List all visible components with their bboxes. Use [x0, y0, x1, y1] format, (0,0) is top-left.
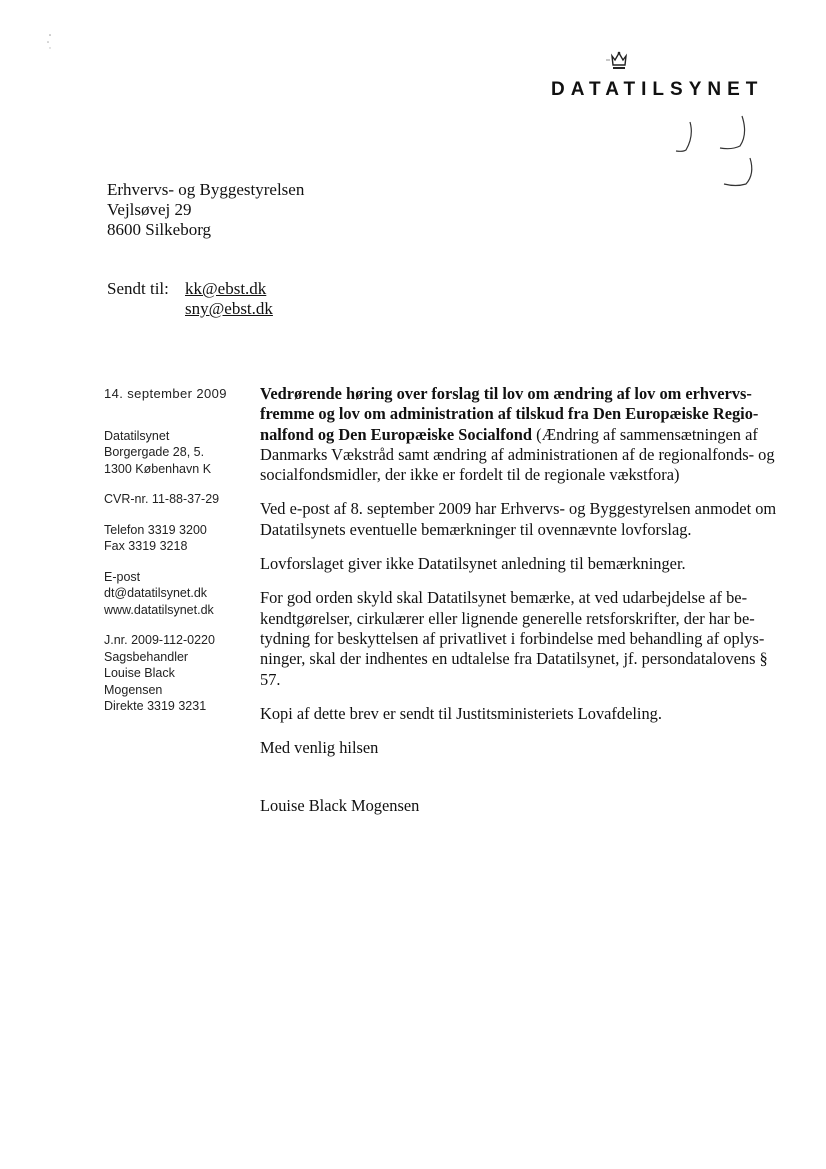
recipient-line: 8600 Silkeborg: [107, 220, 212, 239]
case-block: [104, 632, 254, 715]
phone-block: [104, 522, 254, 555]
crown-icon: [606, 50, 632, 72]
address-line: Borgergade 28, 5.: [104, 445, 205, 459]
scan-mark: [44, 30, 54, 54]
paragraph: Kopi af dette brev er sendt til Justitsministeriets Lovafdeling.: [260, 703, 662, 723]
sender-website[interactable]: www.datatilsynet.dk: [104, 602, 214, 617]
email-label: E-post: [104, 569, 141, 584]
address-line: 1300 København K: [104, 461, 212, 476]
sent-to-emails: [185, 279, 273, 319]
recipient-address: [107, 180, 304, 240]
recipient-line: Vejlsøvej 29: [107, 200, 192, 219]
email-link[interactable]: sny@ebst.dk: [185, 299, 273, 318]
case-handler-name: Mogensen: [104, 682, 163, 697]
sender-email[interactable]: dt@datatilsynet.dk: [104, 586, 208, 600]
subject-rest: (Ændring af sammensætningen af Danmarks Vækstråd samt ændring af administrationen af de regionalfonds- og socialfondsmidler, der ikke er fordelt til de regionale vækstfora): [260, 424, 775, 485]
logo-wordmark: DATATILSYNET: [551, 79, 764, 100]
signature: Louise Black Mogensen: [260, 796, 420, 816]
direct-phone: Direkte 3319 3231: [104, 699, 207, 713]
email-link[interactable]: kk@ebst.dk: [185, 279, 267, 298]
sender-address: [104, 428, 254, 478]
paragraph: For god orden skyld skal Datatilsynet bemærke, at ved udarbejdelse af be-kendtgørelser, cirkulærer eller lignende generelle retsforskrifter, der har be-tydning for beskyttelsen af privatlivet i forbindelse med behandling af oplys-ninger, skal der indhentes en udtalelse fra Datatilsynet, jf. persondatalovens § 57.: [260, 588, 768, 689]
cvr-number: [104, 491, 254, 508]
letter-body: [260, 384, 792, 831]
address-line: Datatilsynet: [104, 428, 170, 443]
closing: Med venlig hilsen: [260, 738, 379, 758]
letter-date: 14. september 2009: [104, 386, 227, 401]
fax-line: Fax 3319 3218: [104, 539, 188, 553]
recipient-line: Erhvervs- og Byggestyrelsen: [107, 180, 305, 199]
contact-block: [104, 569, 254, 619]
paragraph: Ved e-post af 8. september 2009 har Erhvervs- og Byggestyrelsen anmodet om Datatilsynets eventuelle bemærkninger til ovennævnte lovforslag.: [260, 499, 777, 539]
subject-bold: Vedrørende høring over forslag til lov om ændring af lov om erhvervs-fremme og lov om administration af tilskud fra Den Europæiske Regio-nalfond og Den Europæiske Socialfond: [260, 384, 759, 444]
handwritten-tick-marks: [670, 112, 770, 192]
sender-info-sidebar: [104, 386, 254, 729]
phone-line: Telefon 3319 3200: [104, 522, 207, 537]
letter-subject: [260, 384, 792, 485]
case-handler-label: Sagsbehandler: [104, 649, 189, 664]
cvr-line: CVR-nr. 11-88-37-29: [104, 492, 220, 506]
sent-to-label: Sendt til:: [107, 279, 169, 298]
paragraph: Lovforslaget giver ikke Datatilsynet anledning til bemærkninger.: [260, 554, 686, 574]
case-number: J.nr. 2009-112-0220: [104, 633, 215, 647]
case-handler-name: Louise Black: [104, 666, 175, 680]
